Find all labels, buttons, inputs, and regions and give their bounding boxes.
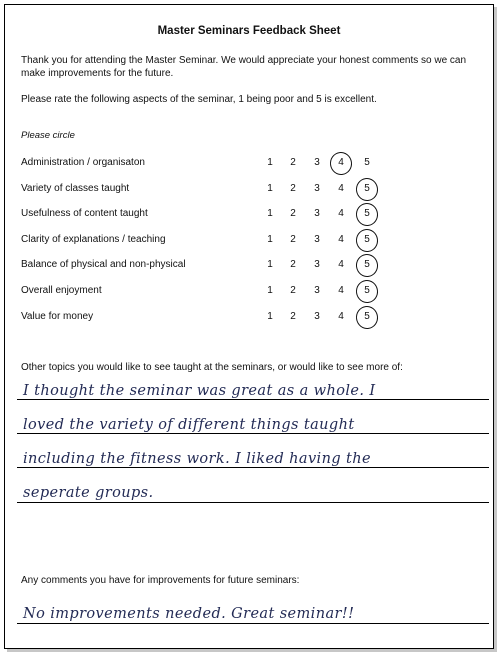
topics-answer-line: seperate groups. (23, 485, 154, 501)
rating-label: Clarity of explanations / teaching (21, 234, 166, 245)
rating-option[interactable]: 1 (267, 208, 273, 219)
topics-answer-line: loved the variety of different things taught (23, 417, 355, 433)
rating-option[interactable]: 1 (267, 157, 273, 168)
topics-question: Other topics you would like to see taught at the seminars, or would like to see more of: (21, 362, 403, 373)
rating-option[interactable]: 3 (314, 208, 320, 219)
sheet-title: Master Seminars Feedback Sheet (157, 25, 341, 37)
rating-label: Variety of classes taught (21, 183, 130, 194)
topics-answer-line: I thought the seminar was great as a whole. I (23, 383, 376, 399)
rating-option[interactable]: 3 (314, 259, 320, 270)
rating-option[interactable]: 3 (314, 285, 320, 296)
answer-rule (17, 399, 489, 400)
rating-label: Overall enjoyment (21, 285, 102, 296)
rating-option[interactable]: 3 (314, 157, 320, 168)
intro-text: Thank you for attending the Master Seminar. We would appreciate your honest comments so we can make improvements for the future. (21, 55, 467, 79)
rating-option[interactable]: 2 (290, 157, 296, 168)
rating-option[interactable]: 3 (314, 234, 320, 245)
rating-option[interactable]: 1 (267, 285, 273, 296)
rating-row (21, 309, 381, 325)
rating-option-selected[interactable]: 5 (361, 183, 373, 194)
rating-option-selected[interactable]: 5 (361, 259, 373, 270)
rating-option[interactable]: 4 (338, 183, 344, 194)
rating-option-selected[interactable]: 5 (361, 208, 373, 219)
rating-option[interactable]: 3 (314, 183, 320, 194)
answer-rule (17, 433, 489, 434)
rating-option[interactable]: 2 (290, 234, 296, 245)
rating-option[interactable]: 2 (290, 285, 296, 296)
rating-option-selected[interactable]: 5 (361, 311, 373, 322)
rating-label: Value for money (21, 311, 94, 322)
rating-option[interactable]: 4 (338, 208, 344, 219)
rating-row (21, 283, 381, 299)
rating-option[interactable]: 2 (290, 311, 296, 322)
rating-row (21, 155, 381, 171)
rating-option[interactable]: 2 (290, 183, 296, 194)
improvements-question: Any comments you have for improvements for future seminars: (21, 575, 300, 586)
rating-option-selected[interactable]: 4 (335, 157, 347, 168)
rating-option[interactable]: 1 (267, 259, 273, 270)
improvements-answer: No improvements needed. Great seminar!! (23, 606, 355, 622)
rating-option[interactable]: 3 (314, 311, 320, 322)
rating-instruction: Please rate the following aspects of the seminar, 1 being poor and 5 is excellent. (21, 94, 377, 105)
rating-label: Administration / organisaton (21, 157, 145, 168)
rating-row (21, 181, 381, 197)
rating-row (21, 232, 381, 248)
rating-row (21, 257, 381, 273)
rating-option[interactable]: 1 (267, 183, 273, 194)
rating-option[interactable]: 4 (338, 311, 344, 322)
rating-option[interactable]: 5 (364, 157, 370, 168)
rating-option[interactable]: 2 (290, 259, 296, 270)
rating-option[interactable]: 4 (338, 234, 344, 245)
topics-answer-line: including the fitness work. I liked having the (23, 451, 371, 467)
answer-rule (17, 467, 489, 468)
answer-rule (17, 502, 489, 503)
rating-option-selected[interactable]: 5 (361, 234, 373, 245)
answer-rule (17, 623, 489, 624)
rating-option[interactable]: 4 (338, 259, 344, 270)
rating-option-selected[interactable]: 5 (361, 285, 373, 296)
circle-hint: Please circle (21, 130, 75, 141)
rating-row (21, 206, 381, 222)
rating-option[interactable]: 1 (267, 234, 273, 245)
rating-option[interactable]: 1 (267, 311, 273, 322)
rating-option[interactable]: 2 (290, 208, 296, 219)
rating-option[interactable]: 4 (338, 285, 344, 296)
feedback-sheet (4, 4, 494, 649)
rating-label: Balance of physical and non-physical (21, 259, 186, 270)
rating-label: Usefulness of content taught (21, 208, 148, 219)
